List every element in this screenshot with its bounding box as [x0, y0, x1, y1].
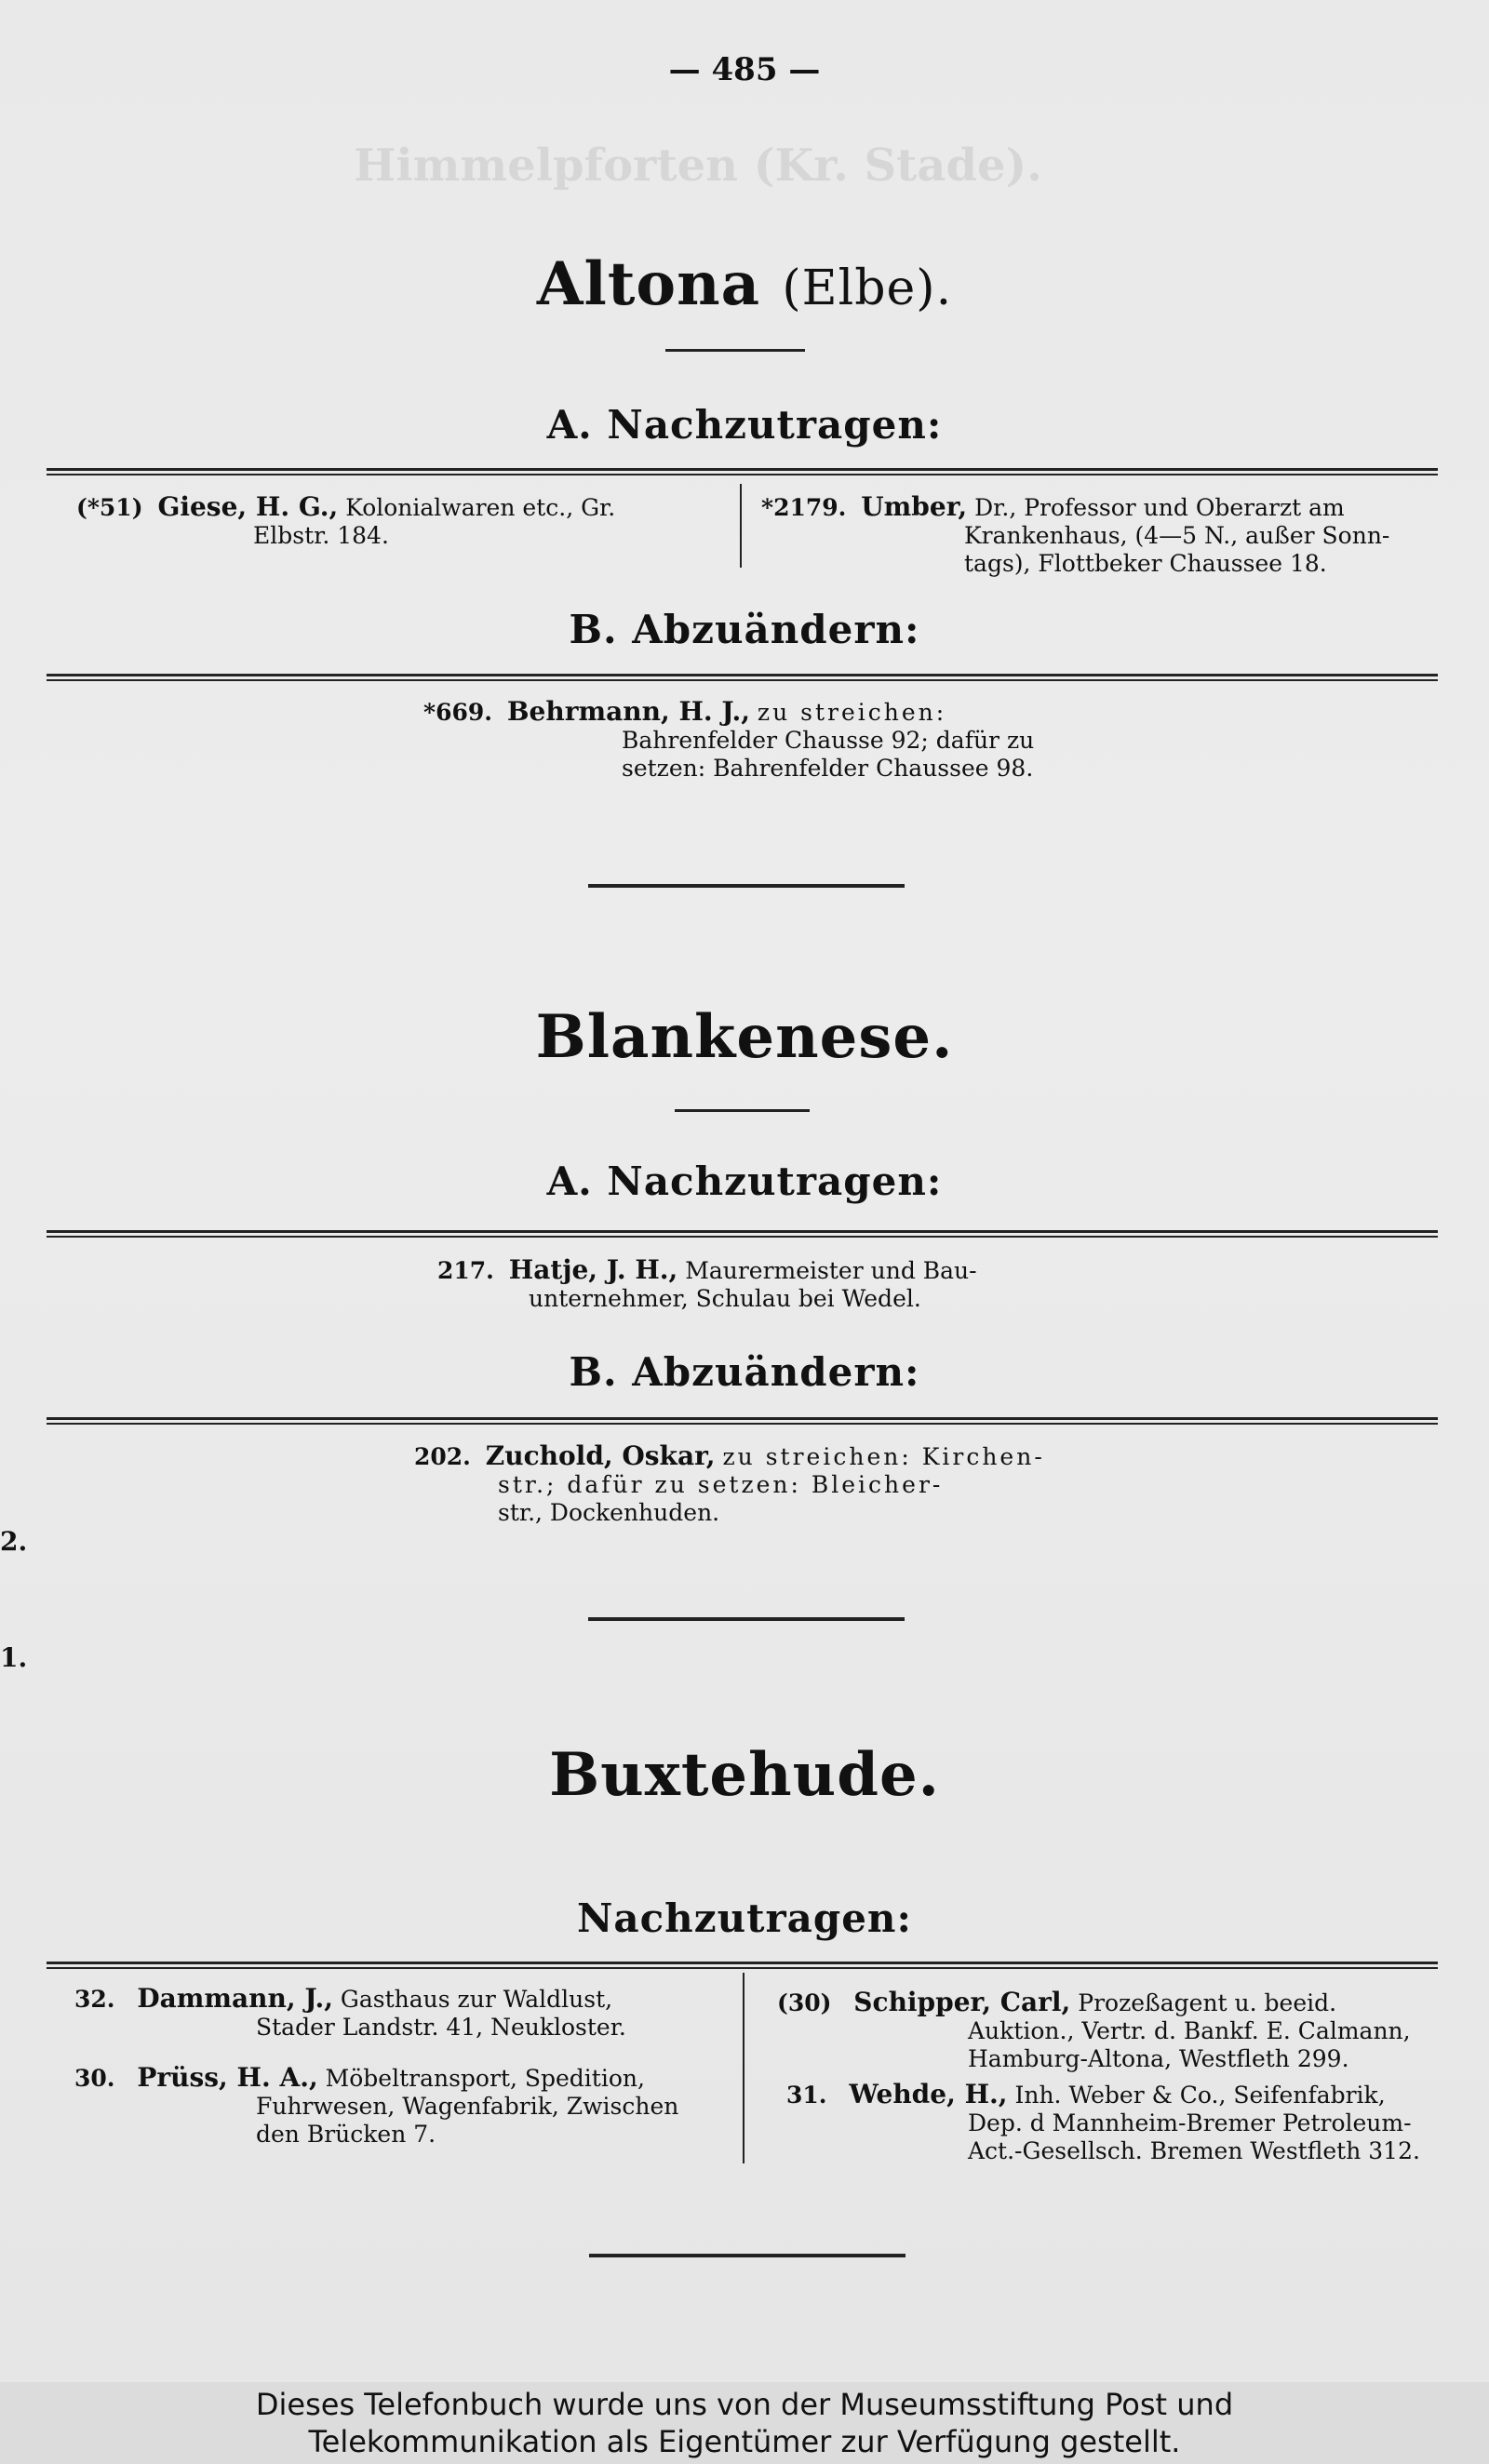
entry-number: 202.	[414, 1443, 471, 1470]
entry-text: Gasthaus zur Waldlust,	[340, 1986, 613, 2013]
entry-text: Auktion., Vertr. d. Bankf. E. Calmann,	[968, 2017, 1411, 2044]
entry-text: zu streichen: Kirchen-	[722, 1443, 1045, 1470]
entry-text: Inh. Weber & Co., Seifenfabrik,	[1014, 2082, 1386, 2109]
double-rule	[47, 1962, 1438, 1969]
entry-number: 30.	[74, 2065, 115, 2092]
listing-entry	[414, 1442, 1121, 1527]
bleed-through-heading: Himmelpforten (Kr. Stade).	[354, 140, 1042, 192]
city-name: Altona	[536, 249, 761, 319]
margin-mark: 2.	[0, 1526, 28, 1557]
entry-name: Dammann, J.,	[137, 1983, 333, 2014]
section-end-rule	[588, 1617, 905, 1621]
entry-text: Act.-Gesellsch. Bremen Westfleth 312.	[968, 2137, 1420, 2164]
divider-short	[665, 349, 805, 352]
double-rule	[47, 468, 1438, 475]
column-divider	[743, 1973, 744, 2163]
entry-name: Umber,	[861, 491, 968, 522]
entry-text: Prozeßagent u. beeid.	[1078, 1989, 1337, 2016]
listing-entry	[423, 698, 1131, 783]
entry-number: 31.	[786, 2082, 827, 2109]
entry-number: 217.	[437, 1257, 494, 1284]
entry-number: *669.	[423, 699, 492, 726]
section-end-rule	[589, 2254, 905, 2257]
double-rule	[47, 674, 1438, 681]
entry-text: Fuhrwesen, Wagenfabrik, Zwischen	[256, 2093, 679, 2120]
entry-name: Wehde, H.,	[849, 2079, 1008, 2109]
section-end-rule	[588, 884, 905, 888]
entry-text: Möbeltransport, Spedition,	[325, 2065, 645, 2092]
footer-line: Telekommunikation als Eigentümer zur Verfügung gestellt.	[308, 2424, 1181, 2459]
double-rule	[47, 1230, 1438, 1238]
section-heading-nachzutragen: A. Nachzutragen:	[546, 402, 943, 448]
entry-name: Behrmann, H. J.,	[506, 696, 750, 727]
footer-line: Dieses Telefonbuch wurde uns von der Museumsstiftung Post und	[255, 2387, 1234, 2422]
double-rule	[47, 1417, 1438, 1425]
divider-short	[675, 1109, 810, 1112]
listing-entry	[74, 2064, 735, 2149]
entry-text: Elbstr. 184.	[253, 522, 389, 549]
entry-name: Prüss, H. A.,	[137, 2062, 318, 2093]
listing-entry	[761, 493, 1441, 578]
section-heading-abzuaendern: B. Abzuändern:	[569, 607, 920, 652]
entry-text: setzen: Bahrenfelder Chaussee 98.	[622, 755, 1034, 782]
entry-text: zu streichen:	[757, 699, 947, 726]
entry-text: Kolonialwaren etc., Gr.	[345, 494, 616, 521]
entry-number: (30)	[777, 1989, 832, 2016]
entry-name: Zuchold, Oskar,	[485, 1440, 716, 1471]
city-suffix: (Elbe).	[782, 261, 953, 316]
section-heading-nachzutragen: Nachzutragen:	[577, 1895, 912, 1941]
listing-entry	[437, 1256, 1107, 1313]
listing-entry	[786, 2081, 1447, 2165]
entry-name: Giese, H. G.,	[157, 491, 339, 522]
city-heading-buxtehude: Buxtehude.	[549, 1740, 940, 1810]
entry-text: den Brücken 7.	[256, 2121, 436, 2148]
entry-number: *2179.	[761, 494, 847, 521]
section-heading-nachzutragen: A. Nachzutragen:	[546, 1158, 943, 1204]
entry-text: str., Dockenhuden.	[498, 1499, 720, 1526]
page-number: — 485 —	[668, 51, 821, 88]
entry-name: Schipper, Carl,	[853, 1987, 1071, 2017]
city-heading-blankenese: Blankenese.	[535, 1002, 954, 1072]
margin-mark: 1.	[0, 1642, 28, 1673]
entry-text: unternehmer, Schulau bei Wedel.	[529, 1285, 921, 1312]
listing-entry	[777, 1989, 1447, 2073]
entry-text: Dep. d Mannheim-Bremer Petroleum-	[968, 2109, 1412, 2136]
entry-text: tags), Flottbeker Chaussee 18.	[964, 550, 1327, 577]
entry-text: str.; dafür zu setzen: Bleicher-	[498, 1471, 944, 1498]
listing-entry	[76, 493, 728, 550]
entry-name: Hatje, J. H.,	[508, 1254, 678, 1285]
footer-notice	[0, 2382, 1489, 2464]
entry-number: 32.	[74, 1986, 115, 2013]
entry-text: Maurermeister und Bau-	[685, 1257, 977, 1284]
entry-text: Bahrenfelder Chausse 92; dafür zu	[622, 727, 1035, 754]
listing-entry	[74, 1985, 735, 2042]
entry-number: (*51)	[76, 494, 143, 521]
entry-text: Krankenhaus, (4—5 N., außer Sonn-	[964, 522, 1390, 549]
section-heading-abzuaendern: B. Abzuändern:	[569, 1349, 920, 1395]
column-divider	[740, 484, 742, 568]
city-heading-altona	[0, 249, 1489, 319]
entry-text: Dr., Professor und Oberarzt am	[974, 494, 1345, 521]
entry-text: Stader Landstr. 41, Neukloster.	[256, 2014, 626, 2041]
entry-text: Hamburg-Altona, Westfleth 299.	[968, 2045, 1349, 2072]
